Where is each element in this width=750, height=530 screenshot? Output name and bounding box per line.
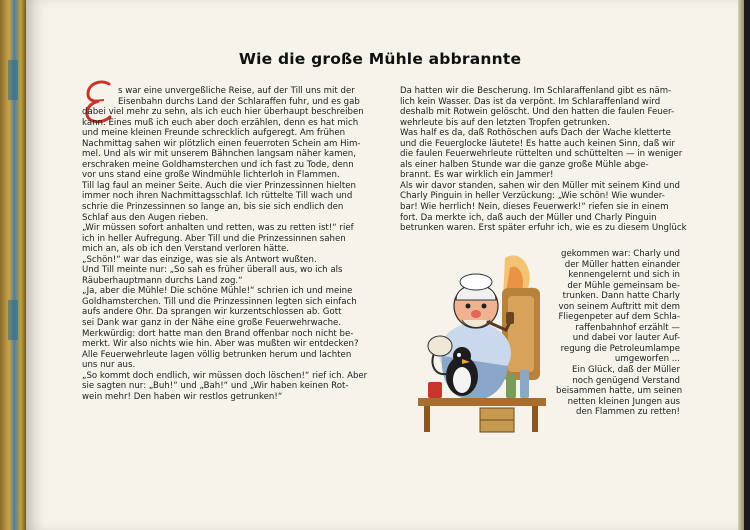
- text-line: bar! Wie herrlich! Nein, dieses Feuerwerk!“ riefen sie in einem: [400, 202, 669, 213]
- left-column: [82, 86, 384, 402]
- text-line: Fliegenpeter auf dem Schla-: [558, 312, 680, 323]
- text-line: Eisenbahn durchs Land der Schlaraffen fuhr, und es gab: [118, 96, 360, 107]
- text-line: von seinem Auftritt mit dem: [558, 301, 680, 312]
- text-line: sie sagten nur: „Buh!“ und „Bah!“ und „Wir haben keinen Rot-: [82, 381, 349, 392]
- text-line: s war eine unvergeßliche Reise, auf der Till uns mit der: [118, 86, 355, 96]
- text-line: Schlaf aus den Augen rieben.: [82, 212, 209, 223]
- text-line: sei Dank war ganz in der Nähe eine große Feuerwehrwache.: [82, 318, 342, 329]
- text-line: kann. Eines muß ich euch aber doch erzählen, denn es hat mich: [82, 117, 359, 128]
- text-line: Ein Glück, daß der Müller: [572, 365, 680, 376]
- text-line: und die Feuerglocke läutete! Es hatte auch keinen Sinn, daß wir: [400, 138, 675, 149]
- text-line: schrie die Prinzessinnen so lange an, bis sie sich endlich den: [82, 202, 344, 213]
- text-line: kennengelernt und sich in: [568, 270, 680, 281]
- right-column: [400, 86, 688, 234]
- text-line: vor uns stand eine große Windmühle lichterloh in Flammen.: [82, 170, 340, 181]
- text-line: immer noch ihren Nachmittagsschlaf. Ich rüttelte Till wach und: [82, 191, 353, 202]
- text-line: uns nur aus.: [82, 360, 136, 371]
- spine-stripe: [8, 60, 18, 100]
- text-line: mich an, als ob ich den Verstand verloren hätte.: [82, 244, 289, 255]
- text-line: regung die Petroleumlampe: [560, 343, 680, 354]
- text-line: „So kommt doch endlich, wir müssen doch löschen!“ rief ich. Aber: [82, 370, 368, 381]
- text-line: wein mehr! Den haben wir restlos getrunken!“: [82, 391, 283, 402]
- text-line: und meine kleinen Freunde schrecklich aufgeregt. Am frühen: [82, 128, 346, 139]
- text-line: Goldhamsterchen. Till und die Prinzessinnen legten sich einfach: [82, 296, 357, 307]
- text-line: Till lag faul an meiner Seite. Auch die vier Prinzessinnen hielten: [82, 180, 356, 191]
- text-line: Räuberhauptmann durchs Land zog.“: [82, 275, 243, 286]
- text-line: und dabei vor lauter Auf-: [572, 333, 680, 344]
- text-line: den Flammen zu retten!: [576, 407, 680, 418]
- text-line: lich kein Wasser. Das ist da verpönt. Im Schlaraffenland wird: [400, 96, 661, 107]
- text-line: die faulen Feuerwehrleute rüttelten und schüttelten — in weniger: [400, 149, 683, 160]
- text-line: Alle Feuerwehrleute lagen völlig betrunken herum und lachten: [82, 349, 352, 360]
- spine-stripe: [8, 300, 18, 340]
- dropcap-text: E: [82, 78, 83, 79]
- text-line: Charly Pinguin in heller Verzückung: „Wie schön! Wie wunder-: [400, 191, 665, 202]
- text-line: dabei viel mehr zu sehn, als ich euch hier überhaupt beschreiben: [82, 107, 364, 118]
- text-line: fort. Da merkte ich, daß auch der Müller und Charly Pinguin: [400, 212, 657, 223]
- text-line: wehrleute bis auf den letzten Tropfen getrunken.: [400, 117, 610, 128]
- text-line: betrunken waren. Erst später erfuhr ich, wie es zu diesem Unglück: [400, 223, 687, 234]
- text-line: „Ja, aber die Mühle! Die schöne Mühle!“ schrien ich und meine: [82, 286, 353, 297]
- text-line: als einer halben Stunde war die ganze große Mühle abge-: [400, 159, 649, 170]
- text-line: mel. Und als wir mit unserem Bähnchen langsam näher kamen,: [82, 149, 356, 160]
- text-line: „Wir müssen sofort anhalten und retten, was zu retten ist!“ rief: [82, 223, 354, 234]
- miller-and-penguin-illustration: [410, 248, 555, 436]
- right-column-wrap: [556, 249, 683, 418]
- text-line: deshalb mit Rotwein gelöscht. Und den hatten die faulen Feuer-: [400, 107, 675, 118]
- text-line: aufs andere Ohr. Da sprangen wir kurzentschlossen ab. Gott: [82, 307, 342, 318]
- text-line: gekommen war: Charly und: [561, 249, 680, 259]
- text-line: Was half es da, daß Rothöschen aufs Dach der Wache kletterte: [400, 128, 671, 139]
- text-line: beisammen hatte, um seinen: [556, 386, 683, 397]
- text-line: brannt. Es war wirklich ein Jammer!: [400, 170, 554, 181]
- text-line: ich in heller Aufregung. Aber Till und die Prinzessinnen sahen: [82, 233, 346, 244]
- page-edge: [738, 0, 744, 530]
- text-line: umgeworfen ...: [614, 354, 680, 365]
- text-line: erschraken meine Goldhamsterchen und ich fast zu Tode, denn: [82, 159, 354, 170]
- text-line: Merkwürdig: dort hatte man den Brand offenbar noch nicht be-: [82, 328, 354, 339]
- text-line: Da hatten wir die Bescherung. Im Schlaraffenland gibt es näm-: [400, 86, 672, 96]
- text-line: merkt. Wir also nichts wie hin. Aber was mußten wir entdecken?: [82, 339, 359, 350]
- page-title: Wie die große Mühle abbrannte: [238, 50, 522, 68]
- text-line: Als wir davor standen, sahen wir den Müller mit seinem Kind und: [400, 180, 680, 191]
- text-line: der Müller hatten einander: [564, 259, 680, 270]
- text-line: Nachmittag sahen wir plötzlich einen feuerroten Schein am Him-: [82, 138, 361, 149]
- book-spine: [0, 0, 26, 530]
- text-line: raffenbahnhof erzählt —: [575, 322, 680, 333]
- text-line: der Mühle gemeinsam be-: [567, 280, 680, 291]
- text-line: netten kleinen Jungen aus: [567, 396, 680, 407]
- text-line: noch genügend Verstand: [572, 375, 680, 386]
- text-line: „Schön!“ war das einzige, was sie als Antwort wußten.: [82, 254, 317, 265]
- text-line: trunken. Dann hatte Charly: [562, 291, 680, 302]
- text-line: Und Till meinte nur: „So sah es früher überall aus, wo ich als: [82, 265, 343, 276]
